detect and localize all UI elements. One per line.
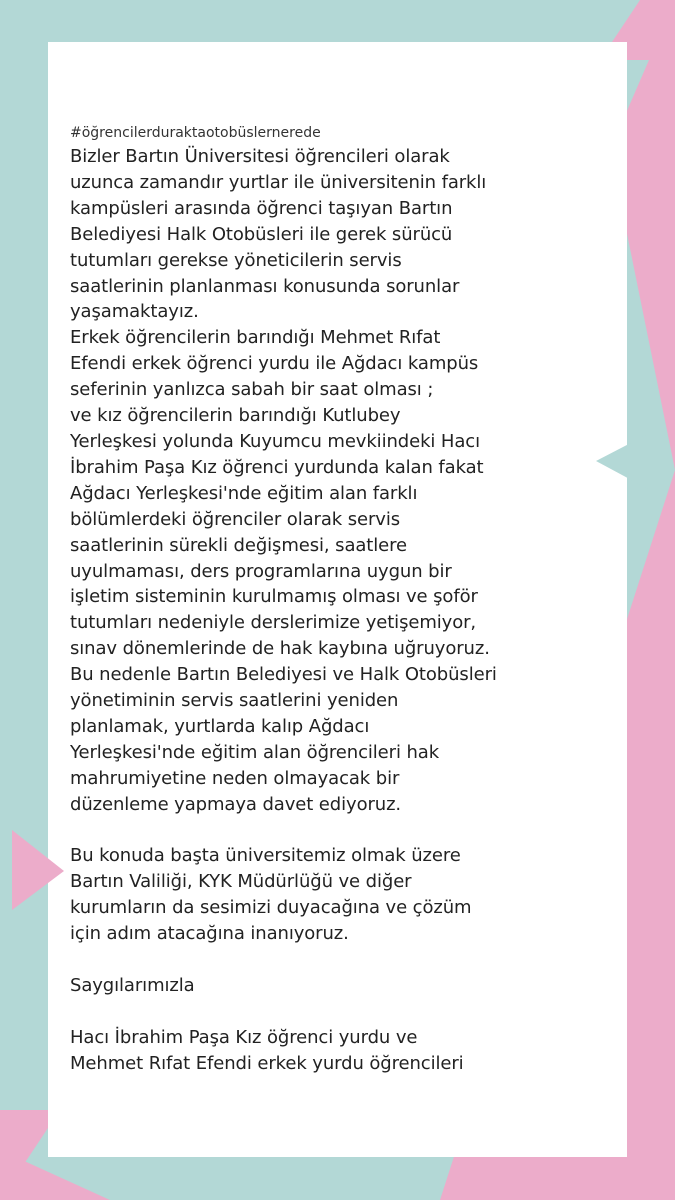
text-line: Yerleşkesi'nde eğitim alan öğrencileri hak — [70, 741, 440, 763]
text-line: planlamak, yurtlarda kalıp Ağdacı — [70, 715, 370, 737]
text-line: Belediyesi Halk Otobüsleri ile gerek sürücü — [70, 223, 453, 245]
text-line: bölümlerdeki öğrenciler olarak servis — [70, 508, 401, 530]
text-line: seferinin yanlızca sabah bir saat olması ; — [70, 379, 434, 401]
text-line: Bartın Valiliği, KYK Müdürlüğü ve diğer — [70, 871, 412, 893]
text-line: Bu konuda başta üniversitemiz olmak üzere — [70, 845, 461, 867]
text-line: uyulmaması, ders programlarına uygun bir — [70, 560, 452, 582]
paragraph-gap — [70, 999, 590, 1025]
text-line: kampüsleri arasında öğrenci taşıyan Bartın — [70, 197, 453, 219]
pink-triangle-left — [12, 830, 64, 910]
text-line: İbrahim Paşa Kız öğrenci yurdunda kalan fakat — [70, 456, 484, 478]
text-line: için adım atacağına inanıyoruz. — [70, 923, 349, 945]
paragraph-request — [70, 843, 590, 947]
text-line: Ağdacı Yerleşkesi'nde eğitim alan farklı — [70, 482, 418, 504]
text-line: saatlerinin sürekli değişmesi, saatlere — [70, 534, 408, 556]
text-line: ve kız öğrencilerin barındığı Kutlubey — [70, 405, 401, 427]
text-line: yaşamaktayız. — [70, 301, 199, 323]
text-line: Erkek öğrencilerin barındığı Mehmet Rıfat — [70, 327, 441, 349]
signature-line: Mehmet Rıfat Efendi erkek yurdu öğrencileri — [70, 1052, 464, 1074]
text-line: uzunca zamandır yurtlar ile üniversitenin farklı — [70, 171, 487, 193]
signature-line: Hacı İbrahim Paşa Kız öğrenci yurdu ve — [70, 1026, 418, 1048]
hashtag: #öğrencilerduraktaotobüslernerede — [70, 125, 321, 141]
text-line: yönetiminin servis saatlerini yeniden — [70, 690, 399, 712]
text-line: düzenleme yapmaya davet ediyoruz. — [70, 793, 402, 815]
letter-content — [70, 122, 590, 1077]
teal-triangle-right — [596, 433, 650, 490]
text-line: işletim sisteminin kurulmamış olması ve şoför — [70, 586, 478, 608]
text-line: Bu nedenle Bartın Belediyesi ve Halk Otobüsleri — [70, 664, 497, 686]
text-line: tutumları nedeniyle derslerimize yetişemiyor, — [70, 612, 477, 634]
paragraph-gap — [70, 947, 590, 973]
text-line: mahrumiyetine neden olmayacak bir — [70, 767, 400, 789]
text-line: kurumların da sesimizi duyacağına ve çözüm — [70, 897, 472, 919]
text-line: Bizler Bartın Üniversitesi öğrencileri olarak — [70, 146, 450, 167]
text-line: saatlerinin planlanması konusunda sorunlar — [70, 275, 460, 297]
text-line: Efendi erkek öğrenci yurdu ile Ağdacı kampüs — [70, 353, 479, 375]
text-line: tutumları gerekse yöneticilerin servis — [70, 249, 402, 271]
text-line: Yerleşkesi yolunda Kuyumcu mevkiindeki Hacı — [70, 430, 480, 452]
paragraph-complaint — [70, 144, 590, 818]
text-line: sınav dönemlerinde de hak kaybına uğruyoruz. — [70, 638, 490, 660]
signature — [70, 1025, 590, 1077]
closing: Saygılarımızla — [70, 974, 195, 996]
paragraph-gap — [70, 818, 590, 844]
